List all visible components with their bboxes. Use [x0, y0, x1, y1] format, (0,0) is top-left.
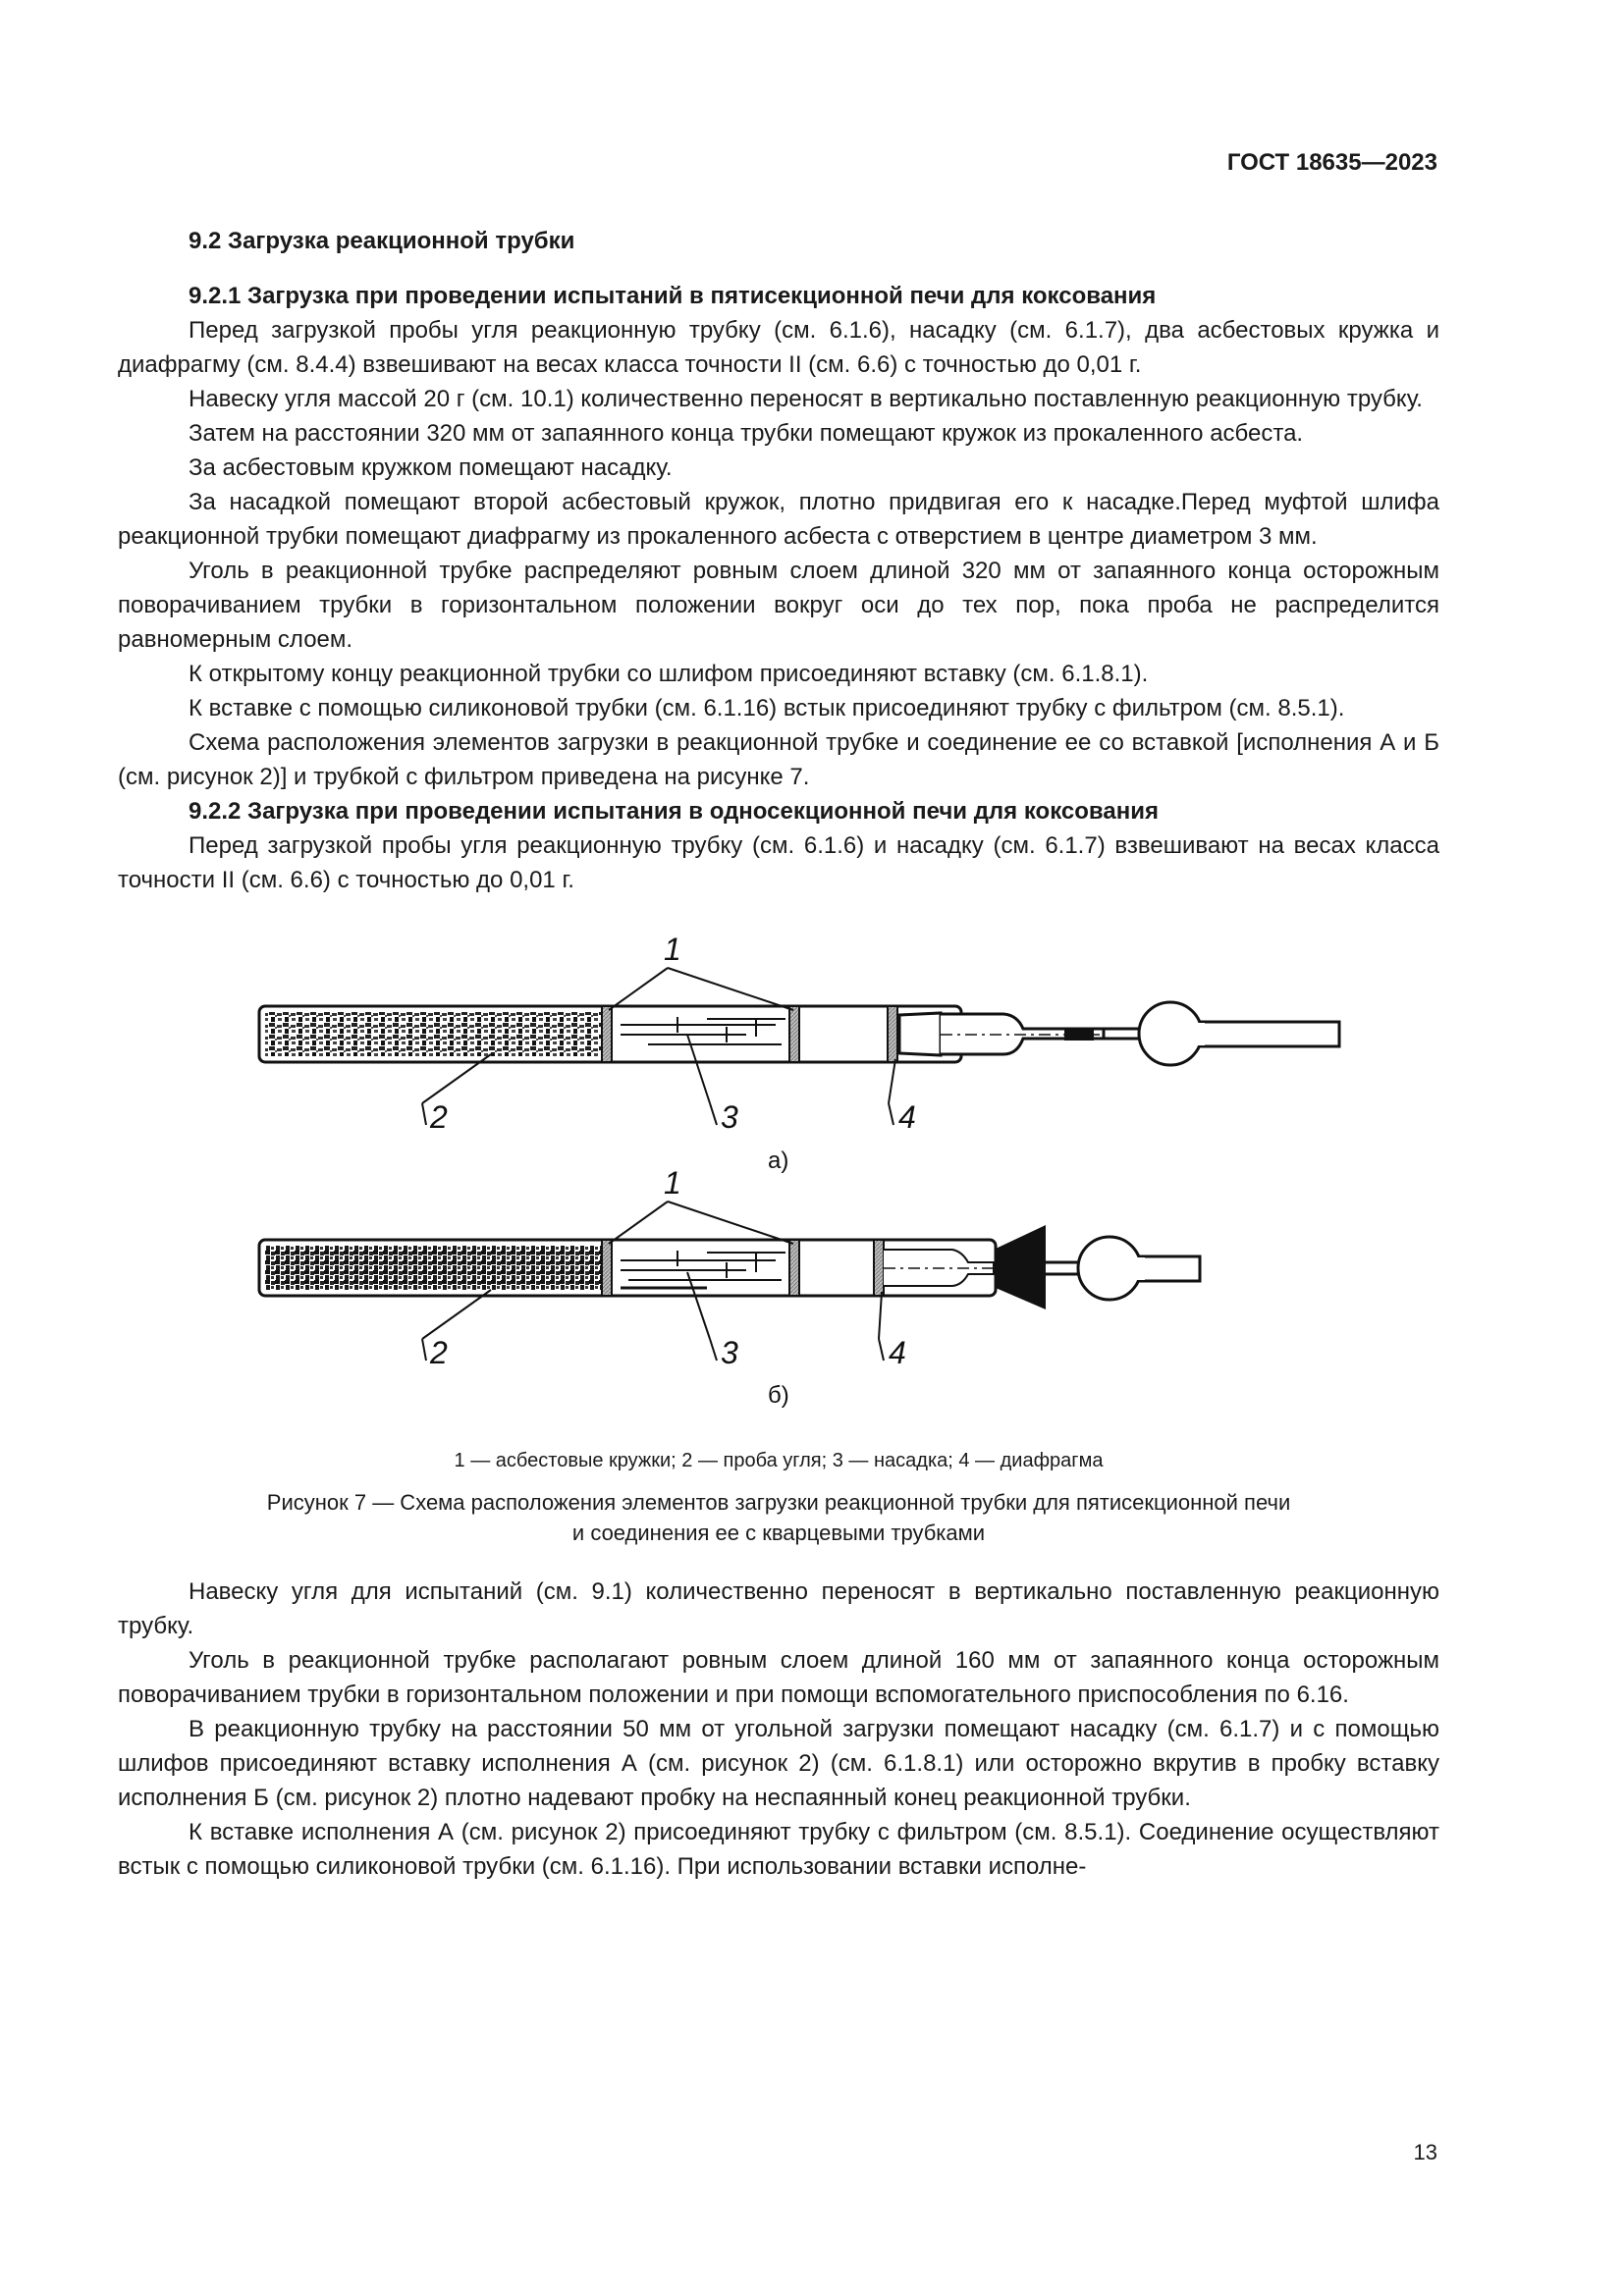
- paragraph: Навеску угля массой 20 г (см. 10.1) количественно переносят в вертикально поставленную реакционную трубку.: [189, 386, 1423, 412]
- adapter-a: [899, 1002, 1339, 1065]
- paragraph: Перед загрузкой пробы угля реакционную трубку (см. 6.1.6), насадку (см. 6.1.7), два асбестовых кружка и диафрагму (см. 8.4.4) взвешивают на весах класса точности II (см. 6.6) с точностью до 0,01 г.: [118, 317, 1439, 378]
- paragraph: За насадкой помещают второй асбестовый кружок, плотно придвигая его к насадке.Перед муфтой шлифа реакционной трубки помещают диафрагму из прокаленного асбеста с отверстием в центре диаметром 3 мм.: [118, 489, 1439, 550]
- diaphragm-b: [874, 1240, 884, 1296]
- asbestos-disk-a-left: [602, 1006, 612, 1062]
- paragraph: К вставке исполнения А (см. рисунок 2) присоединяют трубку с фильтром (см. 8.5.1). Соединение осуществляют встык с помощью силиконовой трубки (см. 6.1.16). При использовании вставки исполне-: [118, 1819, 1439, 1880]
- page-number: 13: [1413, 2140, 1437, 2164]
- coal-sample-a: [265, 1012, 604, 1056]
- paragraph: К открытому концу реакционной трубки со шлифом присоединяют вставку (см. 6.1.8.1).: [189, 661, 1149, 687]
- callout-4-b: 4: [889, 1335, 906, 1370]
- callout-2-b: 2: [430, 1335, 448, 1370]
- label-a: а): [768, 1148, 789, 1174]
- tube-diagram: [118, 917, 1439, 1447]
- subsection-title-9-2-2: 9.2.2 Загрузка при проведении испытания в односекционной печи для коксования: [189, 798, 1159, 825]
- figure-7: [118, 917, 1439, 1565]
- coal-sample-b: [265, 1246, 604, 1290]
- paragraph: Перед загрузкой пробы угля реакционную трубку (см. 6.1.6) и насадку (см. 6.1.7) взвешивают на весах класса точности II (см. 6.6) с точностью до 0,01 г.: [118, 832, 1439, 893]
- page-content: [118, 224, 1439, 1884]
- callout-1-b: 1: [664, 1165, 681, 1201]
- asbestos-disk-a-right: [789, 1006, 799, 1062]
- caption-line-2: и соединения ее с кварцевыми трубками: [571, 1521, 986, 1545]
- label-b: б): [768, 1382, 789, 1409]
- callout-3-b: 3: [721, 1335, 738, 1370]
- paragraph: За асбестовым кружком помещают насадку.: [189, 454, 673, 481]
- caption-line-1: Рисунок 7 — Схема расположения элементов загрузки реакционной трубки для пятисекционной печи: [266, 1490, 1291, 1515]
- document-number: ГОСТ 18635—2023: [1226, 149, 1437, 176]
- asbestos-disk-b-left: [602, 1240, 612, 1296]
- paragraph: В реакционную трубку на расстоянии 50 мм от угольной загрузки помещают насадку (см. 6.1.7) и с помощью шлифов присоединяют вставку исполнения А (см. рисунок 2) (см. 6.1.8.1) или осторожно вкрутив в пробку вставку исполнения Б (см. рисунок 2) плотно надевают пробку на неспаянный конец реакционной трубки.: [118, 1716, 1439, 1811]
- paragraph: Затем на расстоянии 320 мм от запаянного конца трубки помещают кружок из прокаленного асбеста.: [189, 420, 1304, 447]
- figure-caption: [118, 1487, 1439, 1548]
- callout-3-a: 3: [721, 1099, 738, 1135]
- callout-4-a: 4: [898, 1099, 916, 1135]
- callout-1-a: 1: [664, 932, 681, 967]
- figure-legend: 1 — асбестовые кружки; 2 — проба угля; 3 — насадка; 4 — диафрагма: [454, 1450, 1104, 1471]
- drawing-a: [259, 968, 1339, 1125]
- paragraph: К вставке с помощью силиконовой трубки (см. 6.1.16) встык присоединяют трубку с фильтром (см. 8.5.1).: [189, 695, 1345, 721]
- paragraph: Уголь в реакционной трубке распределяют ровным слоем длиной 320 мм от запаянного конца осторожным поворачиванием трубки в горизонтальном положении вокруг оси до тех пор, пока проба не распределится равномерным слоем.: [118, 558, 1439, 653]
- paragraph: Уголь в реакционной трубке располагают ровным слоем длиной 160 мм от запаянного конца осторожным поворачиванием трубки в горизонтальном положении и при помощи вспомогательного приспособления по 6.16.: [118, 1647, 1439, 1708]
- rubber-stopper-b: [996, 1225, 1046, 1309]
- diaphragm-a: [888, 1006, 897, 1062]
- section-title: 9.2 Загрузка реакционной трубки: [189, 228, 575, 254]
- asbestos-disk-b-right: [789, 1240, 799, 1296]
- paragraph: Схема расположения элементов загрузки в реакционной трубке и соединение ее со вставкой [исполнения А и Б (см. рисунок 2)] и трубкой с фильтром приведена на рисунке 7.: [118, 729, 1439, 790]
- paragraph: Навеску угля для испытаний (см. 9.1) количественно переносят в вертикально поставленную реакционную трубку.: [118, 1578, 1439, 1639]
- subsection-title-9-2-1: 9.2.1 Загрузка при проведении испытаний в пятисекционной печи для коксования: [189, 283, 1157, 309]
- callout-2-a: 2: [430, 1099, 448, 1135]
